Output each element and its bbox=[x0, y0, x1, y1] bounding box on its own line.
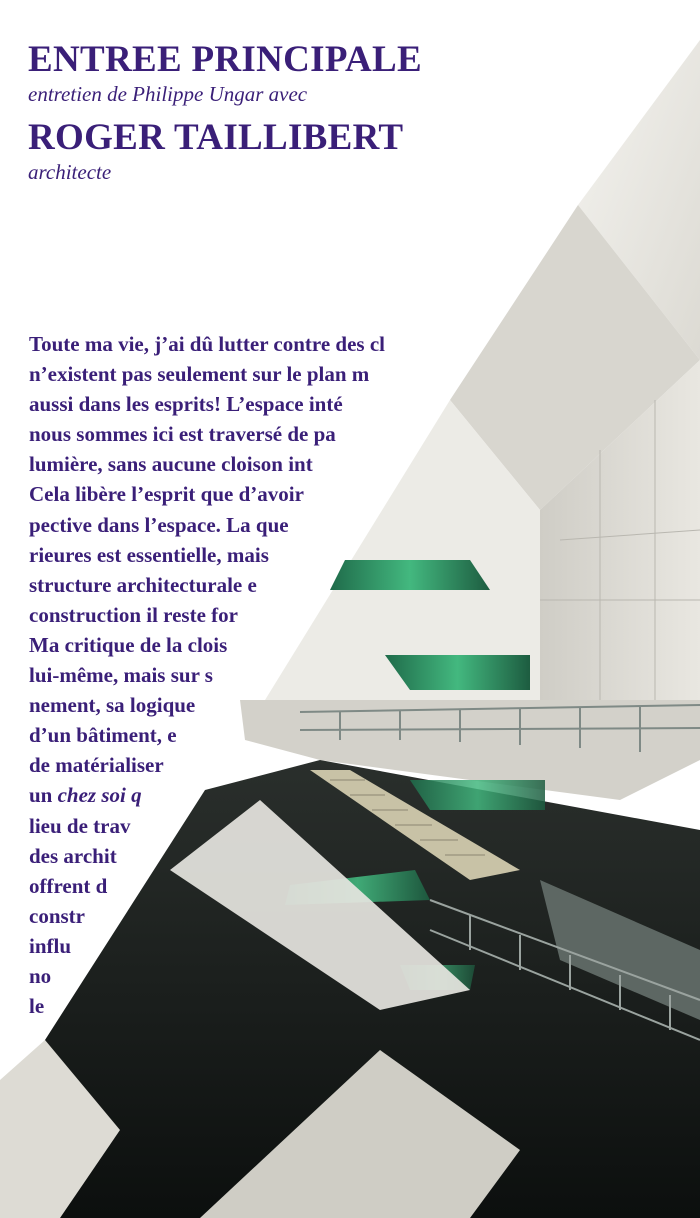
text-line: structure architecturale e bbox=[29, 572, 257, 597]
text-line: influ bbox=[29, 933, 72, 958]
text-line: Ma critique de la clois bbox=[29, 632, 228, 657]
author-role: architecte bbox=[28, 160, 112, 184]
text-line-prefix: un bbox=[29, 783, 58, 808]
text-line-emphasis: chez soi q bbox=[57, 783, 142, 808]
author-name: ROGER TAILLIBERT bbox=[28, 117, 404, 158]
glass-band-2 bbox=[385, 655, 530, 690]
text-line: lieu de trav bbox=[29, 813, 131, 838]
text-line: des archit bbox=[29, 843, 117, 868]
text-line: le bbox=[29, 994, 45, 1019]
cover-subtitle: entretien de Philippe Ungar avec bbox=[28, 82, 308, 106]
text-line: aussi dans les esprits! L’espace inté bbox=[29, 392, 343, 417]
text-line: de matérialiser bbox=[29, 753, 164, 778]
text-line: lumière, sans aucune cloison int bbox=[29, 452, 313, 477]
text-line: Toute ma vie, j’ai dû lutter contre des cl bbox=[29, 332, 385, 356]
text-line: nous sommes ici est traversé de pa bbox=[29, 422, 336, 447]
text-line: no bbox=[29, 963, 52, 988]
glass-band-1 bbox=[330, 560, 490, 590]
text-line: rieures est essentielle, mais bbox=[29, 542, 269, 567]
text-line: n’existent pas seulement sur le plan m bbox=[29, 362, 370, 387]
text-line: lui-même, mais sur s bbox=[29, 663, 213, 688]
text-line: pective dans l’espace. La que bbox=[29, 512, 289, 537]
text-line: d’un bâtiment, e bbox=[29, 723, 177, 748]
text-line: offrent d bbox=[29, 873, 108, 898]
text-line: nement, sa logique bbox=[29, 693, 196, 718]
text-line: Cela libère l’esprit que d’avoir bbox=[29, 482, 304, 507]
cover-title: ENTREE PRINCIPALE bbox=[28, 39, 422, 80]
text-line: construction il reste for bbox=[29, 602, 238, 627]
text-line: constr bbox=[29, 903, 85, 928]
glass-reflection-1 bbox=[410, 780, 545, 810]
